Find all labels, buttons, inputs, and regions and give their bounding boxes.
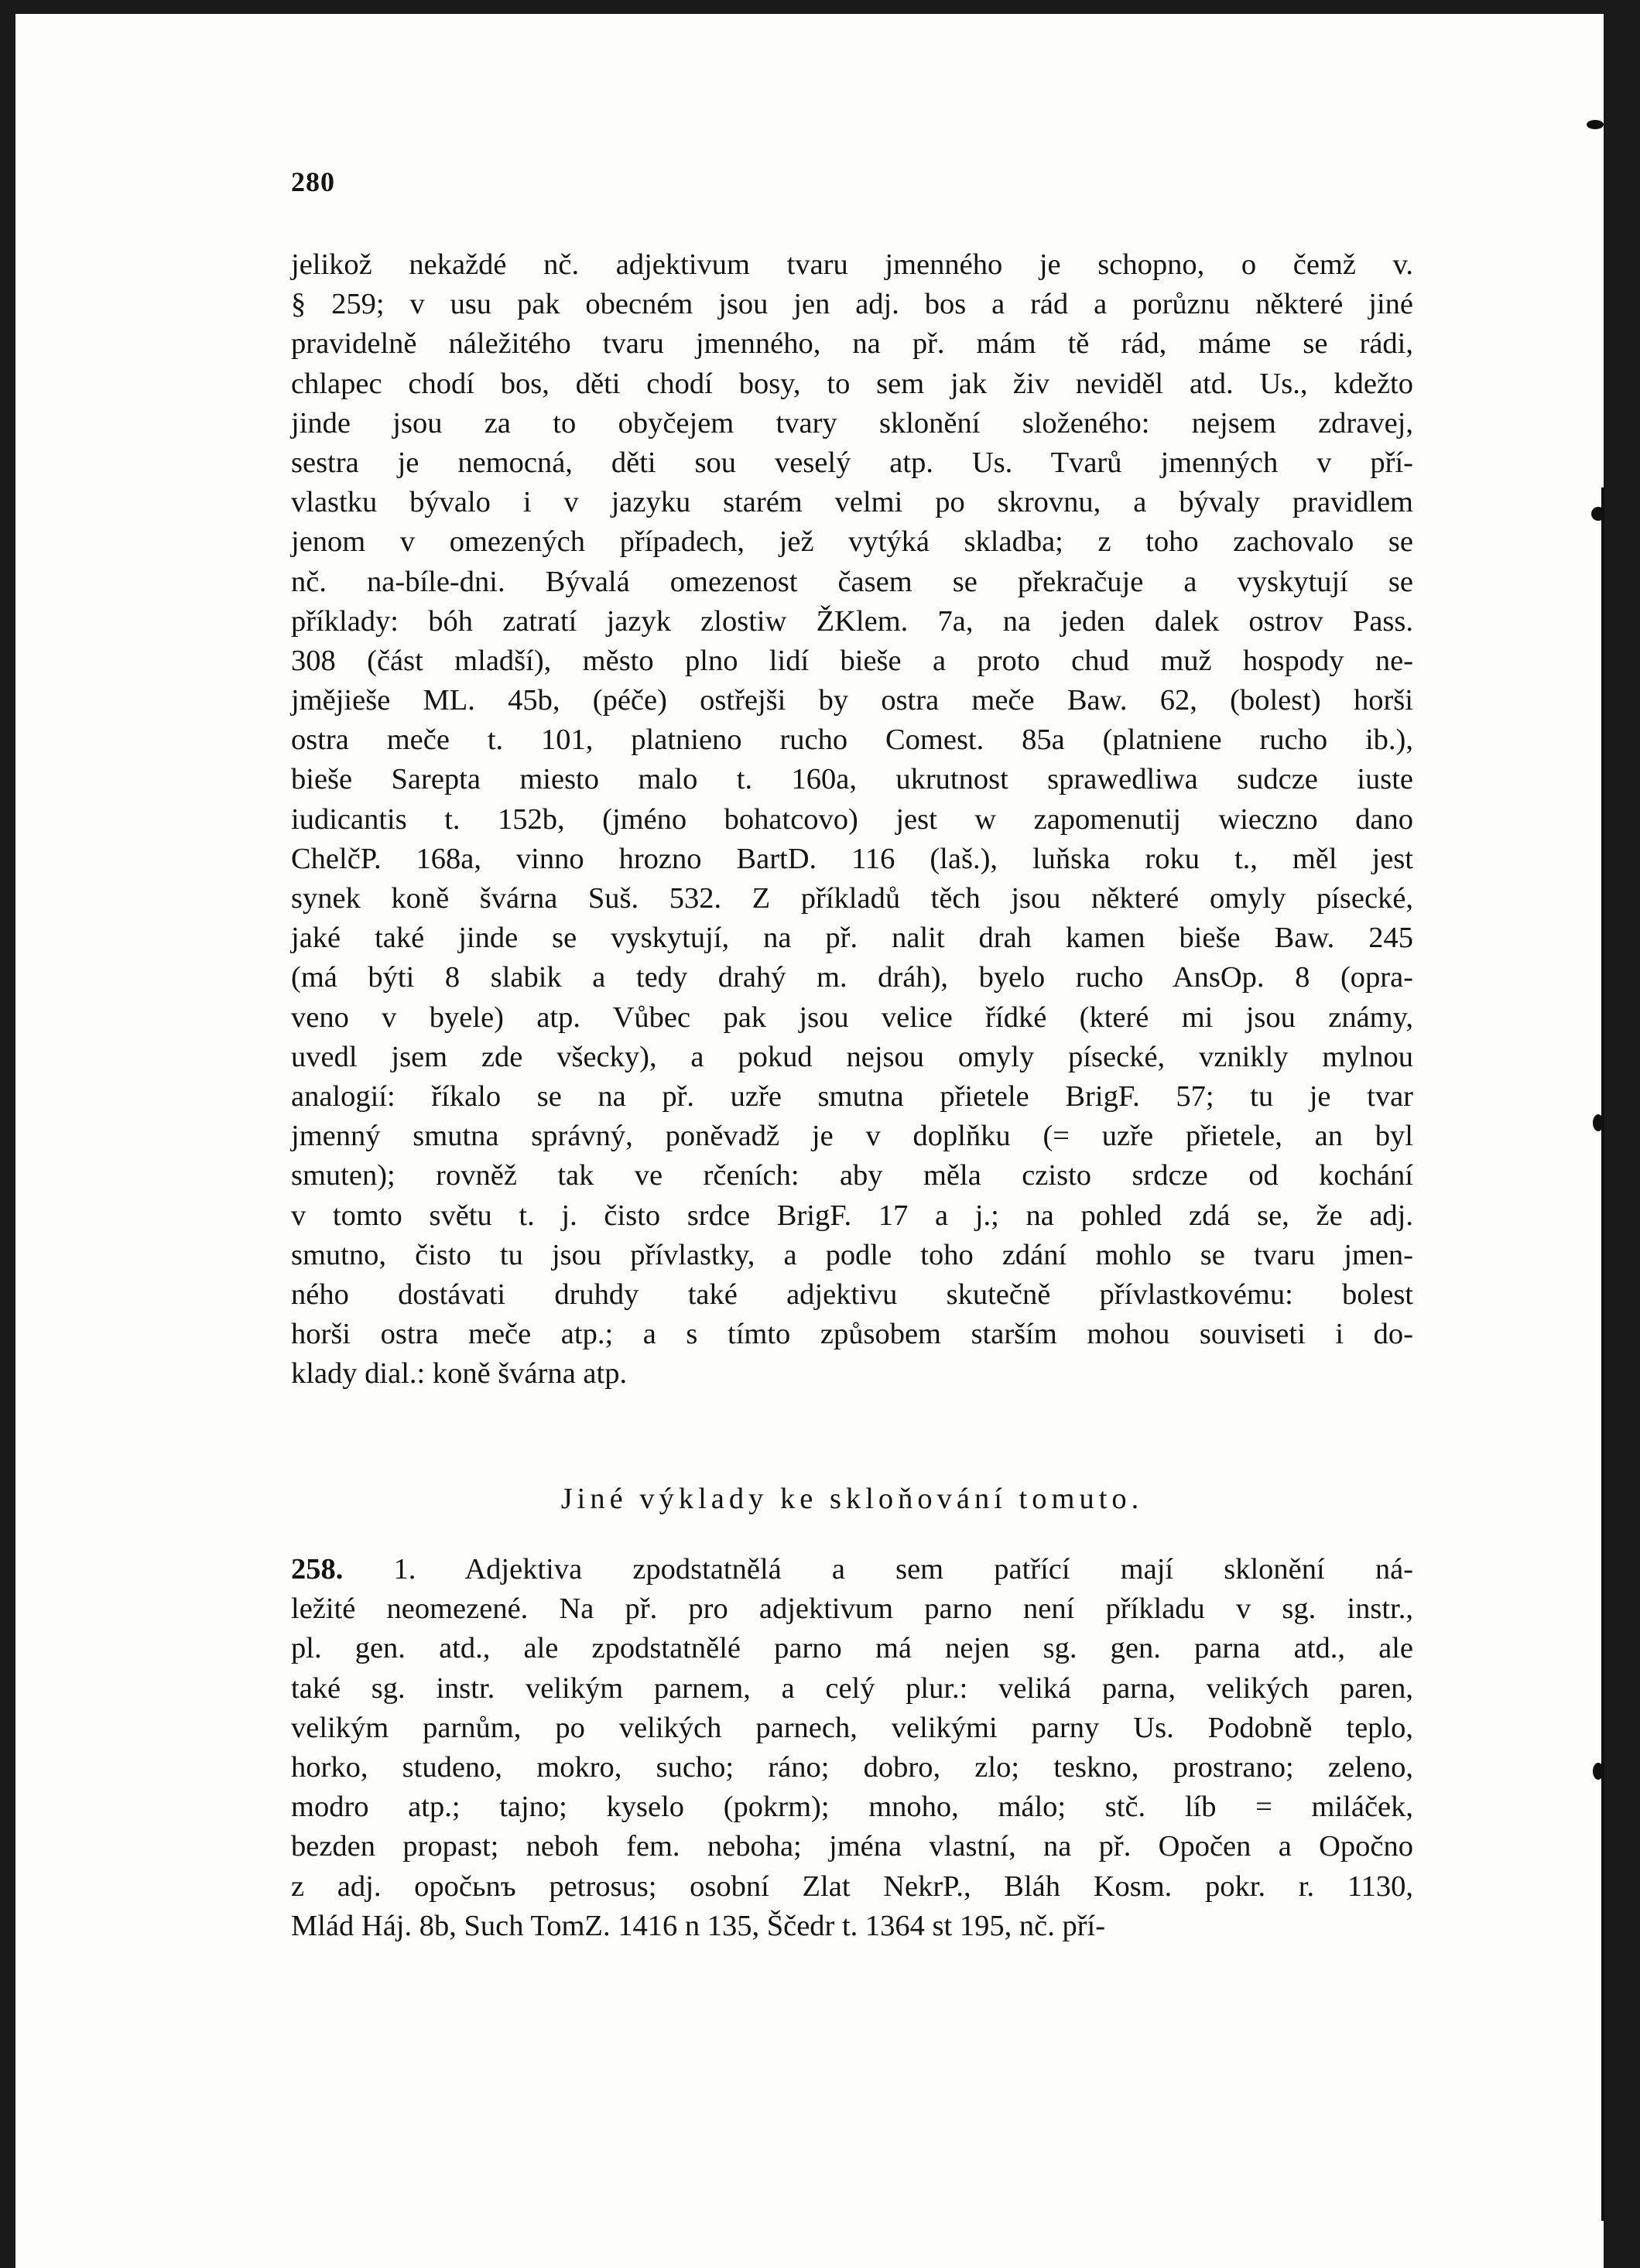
text-line: klady dial.: koně švárna atp. — [291, 1357, 628, 1391]
text-line: ChelčP. 168a, vinno hrozno BartD. 116 (laš.), luňska roku t., měl jest — [291, 842, 1413, 875]
text-line: nč. na-bíle-dni. Bývalá omezenost časem se překračuje a vyskytují se — [291, 565, 1413, 598]
scan-blemish-mark — [1587, 120, 1604, 129]
text-line: příklady: bóh zatratí jazyk zlostiw ŽKlem. 7a, na jeden dalek ostrov Pass. — [291, 604, 1413, 638]
text-line: jinde jsou za to obyčejem tvary sklonění složeného: nejsem zdravej, — [291, 406, 1413, 440]
scan-blemish-mark — [1593, 1114, 1604, 1131]
text-line: pravidelně náležitého tvaru jmenného, na př. mám tě rád, máme se rádi, — [291, 327, 1413, 361]
text-line: bezden propast; neboh fem. neboha; jména vlastní, na př. Opočen a Opočno — [291, 1830, 1413, 1863]
paragraph-continuation — [291, 245, 1413, 1394]
text-line: (má býti 8 slabik a tedy drahý m. dráh), byelo rucho AnsOp. 8 (opra- — [291, 961, 1413, 994]
text-line: iudicantis t. 152b, (jméno bohatcovo) jest w zapomenutij wieczno dano — [291, 802, 1413, 836]
text-line: jenom v omezených případech, jež vytýká skladba; z toho zachovalo se — [291, 525, 1413, 559]
scan-border-left — [0, 0, 15, 2268]
text-line: Mlád Háj. 8b, Such TomZ. 1416 n 135, Ščedr t. 1364 st 195, nč. pří- — [291, 1909, 1106, 1942]
page-number: 280 — [291, 166, 335, 197]
text-line: velikým parnům, po velikých parnech, velikými parny Us. Podobně teplo, — [291, 1711, 1413, 1744]
text-line: smutno, čisto tu jsou přívlastky, a podle toho zdání mohlo se tvaru jmen- — [291, 1238, 1413, 1271]
scan-blemish-mark — [1591, 507, 1605, 521]
text-line: ležité neomezené. Na př. pro adjektivum parno není příkladu v sg. instr., — [291, 1592, 1413, 1626]
section-258-paragraph — [291, 1550, 1413, 1946]
text-line: vlastku bývalo i v jazyku starém velmi po skrovnu, a bývaly pravidlem — [291, 486, 1413, 519]
binding-line — [1601, 487, 1604, 2221]
text-line: 308 (část mladší), město plno lidí bieše a proto chud muž hospody ne- — [291, 644, 1413, 677]
section-number: 258. — [291, 1553, 344, 1586]
text-line: pl. gen. atd., ale zpodstatnělé parno má nejen sg. gen. parna atd., ale — [291, 1632, 1413, 1665]
text-line: z adj. opočьnъ petrosus; osobní Zlat NekrP., Bláh Kosm. pokr. r. 1130, — [291, 1869, 1413, 1903]
text-line: v tomto světu t. j. čisto srdce BrigF. 17 a j.; na pohled zdá se, že adj. — [291, 1199, 1413, 1232]
section-heading: Jiné výklady ke skloňování tomuto. — [560, 1483, 1144, 1515]
text-line — [291, 1550, 1413, 1589]
text-line: jmenný smutna správný, poněvadž je v doplňku (= uzře přietele, an byl — [291, 1120, 1413, 1153]
text-line: chlapec chodí bos, děti chodí bosy, to sem jak živ neviděl atd. Us., kdežto — [291, 367, 1413, 400]
section-first-line: 1. Adjektiva zpodstatnělá a sem patřící mají sklonění ná- — [343, 1553, 1413, 1586]
text-line: veno v byele) atp. Vůbec pak jsou velice řídké (které mi jsou známy, — [291, 1001, 1413, 1034]
text-line: synek koně švárna Suš. 532. Z příkladů těch jsou některé omyly písecké, — [291, 882, 1413, 915]
text-line: horko, studeno, mokro, sucho; ráno; dobro, zlo; teskno, prostrano; zeleno, — [291, 1750, 1413, 1784]
text-line: jmějieše ML. 45b, (péče) ostřejši by ostra meče Baw. 62, (bolest) horši — [291, 684, 1413, 717]
text-line: horši ostra meče atp.; a s tímto způsobem starším mohou souviseti i do- — [291, 1318, 1413, 1351]
text-line: uvedl jsem zde všecky), a pokud nejsou omyly písecké, vznikly mylnou — [291, 1040, 1413, 1073]
scan-border-right — [1604, 0, 1640, 2268]
text-line: sestra je nemocná, děti sou veselý atp. Us. Tvarů jmenných v pří- — [291, 446, 1413, 479]
text-line: ostra meče t. 101, platnieno rucho Comest. 85a (platniene rucho ib.), — [291, 724, 1413, 757]
text-line: modro atp.; tajno; kyselo (pokrm); mnoho, málo; stč. líb = miláček, — [291, 1791, 1413, 1824]
text-line: § 259; v usu pak obecném jsou jen adj. bos a rád a porůznu některé jiné — [291, 288, 1413, 321]
text-line: jaké také jinde se vyskytují, na př. nalit drah kamen bieše Baw. 245 — [291, 922, 1413, 955]
text-line: také sg. instr. velikým parnem, a celý plur.: veliká parna, velikých paren, — [291, 1671, 1413, 1705]
text-line: jelikož nekaždé nč. adjektivum tvaru jmenného je schopno, o čemž v. — [291, 248, 1413, 281]
text-line: analogií: říkalo se na př. uzře smutna přietele BrigF. 57; tu je tvar — [291, 1079, 1413, 1113]
scan-blemish-mark — [1593, 1763, 1604, 1780]
text-line: smuten); rovněž tak ve rčeních: aby měla czisto srdcze od kochání — [291, 1159, 1413, 1192]
text-line: bieše Sarepta miesto malo t. 160a, ukrutnost sprawedliwa sudcze iuste — [291, 763, 1413, 796]
scan-border-top — [0, 0, 1640, 14]
text-line: ného dostávati druhdy také adjektivu skutečně přívlastkovému: bolest — [291, 1278, 1413, 1311]
